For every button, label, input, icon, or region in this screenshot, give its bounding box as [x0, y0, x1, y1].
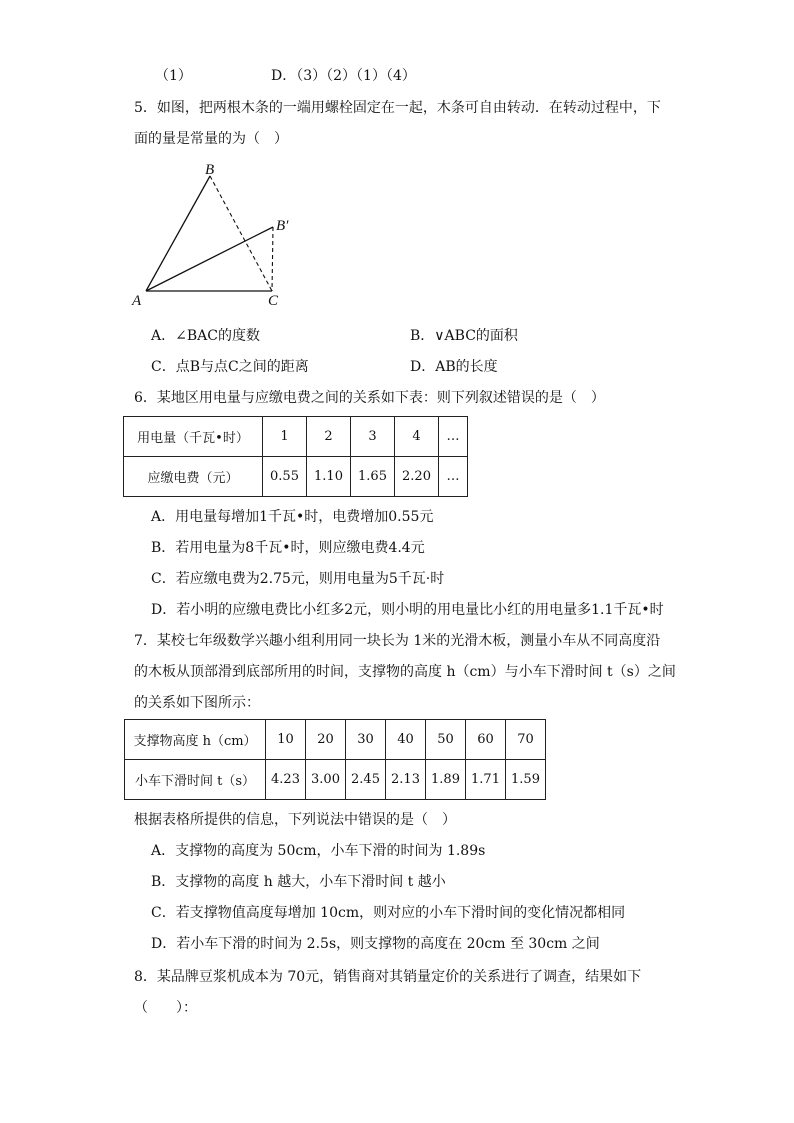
segment-b-prime-c-dashed	[272, 227, 273, 291]
table-row	[125, 720, 546, 760]
q5-option-a: A．∠BAC的度数	[151, 328, 260, 344]
q6-table	[123, 416, 468, 497]
table-cell: 4	[395, 417, 439, 457]
q7-table	[124, 719, 546, 800]
q5-stem-line2: 面的量是常量的为（ ）	[134, 131, 288, 147]
segment-bc-dashed	[210, 176, 272, 291]
q6-option-c: C．若应缴电费为2.75元，则用电量为5千瓦·时	[151, 571, 445, 587]
segment-ab-prime	[146, 227, 273, 291]
table-cell: 0.55	[263, 457, 307, 497]
table-cell: 2.45	[346, 760, 386, 800]
prev-option-d: D．（3）（2）（1）（4）	[271, 68, 416, 84]
q5-stem-line1: 5．如图，把两根木条的一端用螺栓固定在一起，木条可自由转动．在转动过程中，下	[134, 100, 661, 116]
table-cell: 3	[351, 417, 395, 457]
table-cell: 2	[307, 417, 351, 457]
table-cell: …	[439, 457, 468, 497]
q7-stem-line3: 的关系如下图所示：	[134, 695, 260, 711]
table-cell: 1.89	[426, 760, 466, 800]
table-cell: 1.59	[506, 760, 546, 800]
label-c: C	[268, 293, 279, 308]
label-b: B	[205, 162, 215, 178]
q7-stem-line2: 的木板从顶部滑到底部所用的时间，支撑物的高度 h（cm）与小车下滑时间 t（s）之间	[134, 664, 676, 680]
table-cell: 1.10	[307, 457, 351, 497]
q8-stem-line1: 8．某品牌豆浆机成本为 70元，销售商对其销量定价的关系进行了调查，结果如下	[134, 969, 642, 985]
q7-option-d: D．若小车下滑的时间为 2.5s，则支撑物的高度在 20cm 至 30cm 之间	[151, 936, 600, 952]
table-cell: 60	[466, 720, 506, 760]
q5-triangle-figure	[128, 158, 308, 308]
q5-option-b: B．∨ABC的面积	[410, 328, 518, 344]
table-cell: 1	[263, 417, 307, 457]
table-cell: …	[439, 417, 468, 457]
q6-option-b: B．若用电量为8千瓦•时，则应缴电费4.4元	[151, 540, 425, 556]
table-header-cell: 小车下滑时间 t（s）	[125, 760, 266, 800]
table-header-cell: 用电量（千瓦•时）	[124, 417, 263, 457]
table-cell: 2.20	[395, 457, 439, 497]
segment-ab	[146, 176, 210, 291]
prev-option-text-1: （1）	[155, 68, 192, 84]
table-cell: 4.23	[266, 760, 306, 800]
q8-stem-line2: （ ）：	[134, 1000, 197, 1016]
label-a: A	[132, 293, 142, 308]
table-cell: 50	[426, 720, 466, 760]
table-cell: 20	[306, 720, 346, 760]
table-cell: 30	[346, 720, 386, 760]
table-row	[125, 760, 546, 800]
table-cell: 40	[386, 720, 426, 760]
q5-option-c: C．点B与点C之间的距离	[151, 359, 309, 375]
q7-option-b: B．支撑物的高度 h 越大，小车下滑时间 t 越小	[151, 874, 446, 890]
q5-option-d: D．AB的长度	[410, 359, 498, 375]
q6-stem: 6．某地区用电量与应缴电费之间的关系如下表：则下列叙述错误的是（ ）	[134, 390, 605, 406]
table-cell: 1.71	[466, 760, 506, 800]
table-header-cell: 支撑物高度 h（cm）	[125, 720, 266, 760]
q7-question: 根据表格所提供的信息，下列说法中错误的是（ ）	[134, 812, 456, 828]
table-row	[124, 457, 468, 497]
table-header-cell: 应缴电费（元）	[124, 457, 263, 497]
table-cell: 10	[266, 720, 306, 760]
label-b-prime: B′	[276, 218, 289, 234]
table-cell: 2.13	[386, 760, 426, 800]
table-cell: 3.00	[306, 760, 346, 800]
q7-option-a: A．支撑物的高度为 50cm，小车下滑的时间为 1.89s	[151, 843, 486, 859]
q6-option-a: A．用电量每增加1千瓦•时，电费增加0.55元	[151, 509, 434, 525]
table-row	[124, 417, 468, 457]
q7-stem-line1: 7．某校七年级数学兴趣小组利用同一块长为 1米的光滑木板，测量小车从不同高度沿	[134, 633, 661, 649]
q7-option-c: C．若支撑物值高度每增加 10cm，则对应的小车下滑时间的变化情况都相同	[151, 905, 626, 921]
table-cell: 70	[506, 720, 546, 760]
q6-option-d: D．若小明的应缴电费比小红多2元，则小明的用电量比小红的用电量多1.1千瓦•时	[151, 602, 664, 618]
table-cell: 1.65	[351, 457, 395, 497]
